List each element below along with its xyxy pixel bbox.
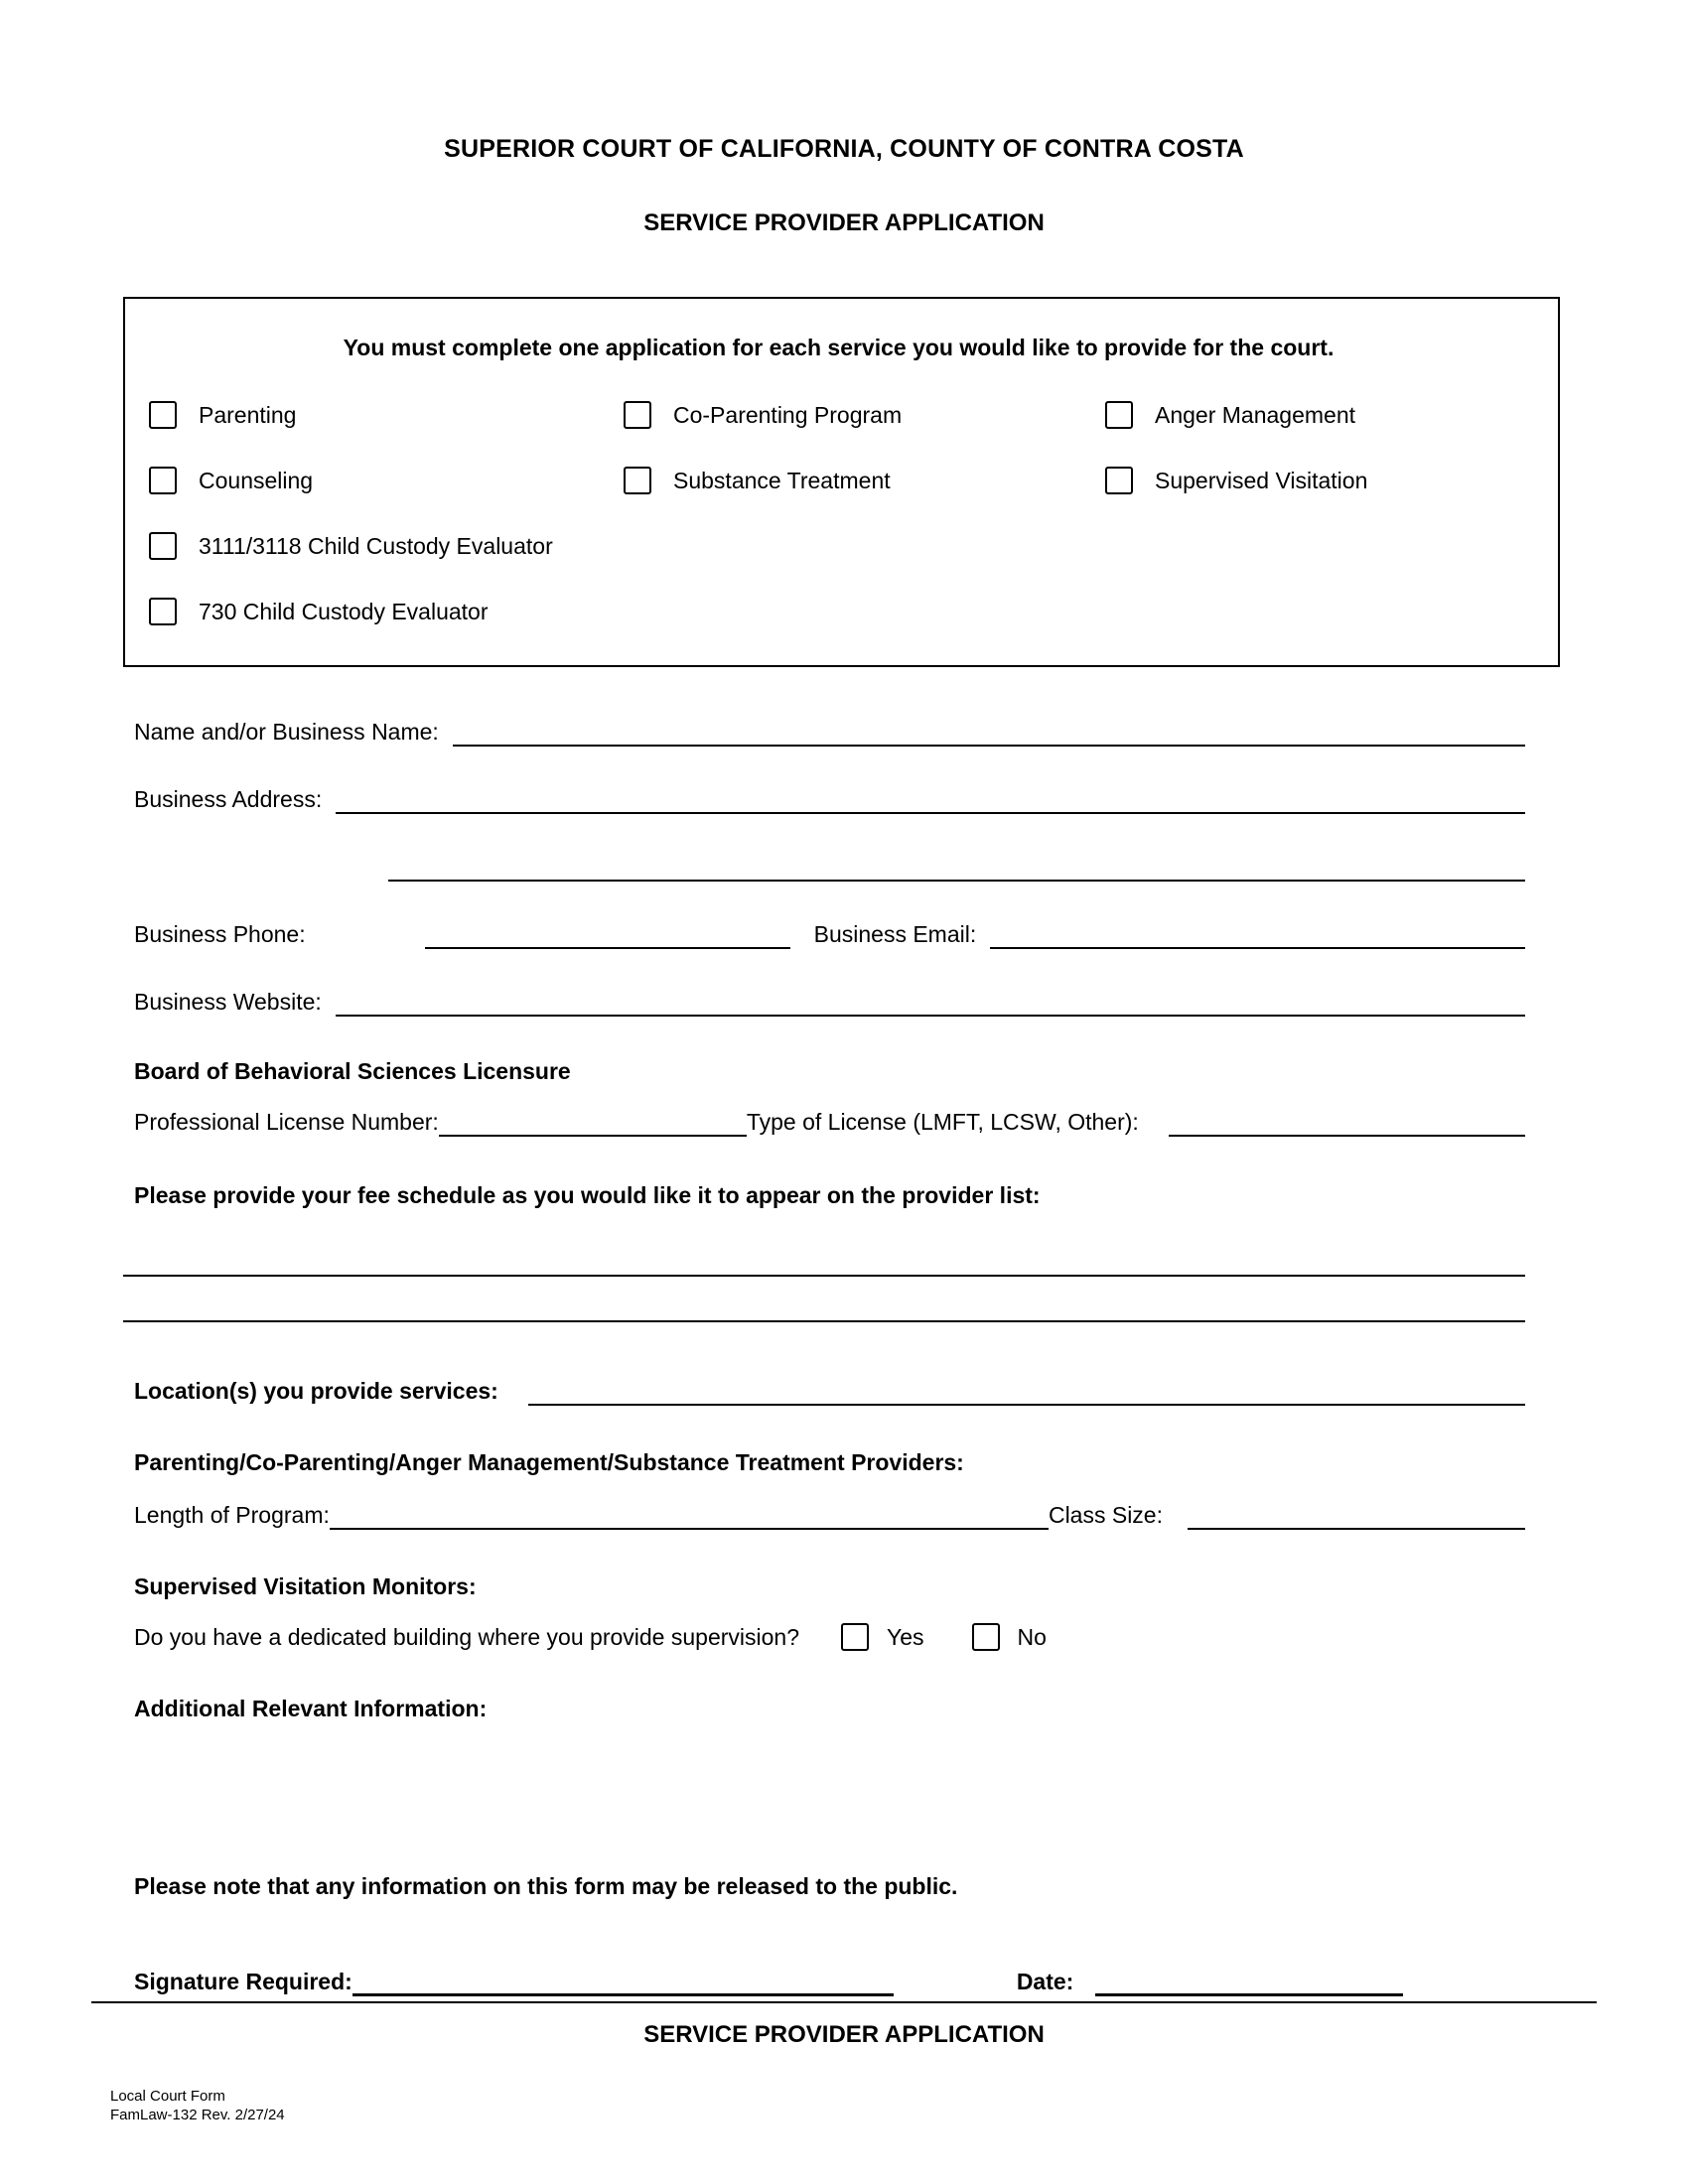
checkbox-parenting[interactable] — [149, 401, 177, 429]
locations-input-line[interactable] — [528, 1374, 1525, 1406]
program-length-input-line[interactable] — [330, 1498, 1049, 1530]
business-email-label: Business Email: — [813, 921, 977, 947]
class-size-input-line[interactable] — [1188, 1498, 1525, 1530]
services-grid — [149, 401, 1528, 625]
service-option-730-evaluator — [149, 598, 624, 625]
phone-email-row — [134, 917, 1525, 949]
locations-row — [134, 1374, 1525, 1406]
supervised-visitation-heading: Supervised Visitation Monitors: — [134, 1573, 477, 1599]
name-business-label: Name and/or Business Name: — [134, 719, 439, 745]
business-phone-label: Business Phone: — [134, 921, 306, 947]
fee-schedule-heading: Please provide your fee schedule as you would like it to appear on the provider list: — [134, 1182, 1041, 1208]
class-size-label: Class Size: — [1048, 1502, 1163, 1528]
service-option-parenting — [149, 401, 624, 429]
yes-label: Yes — [887, 1624, 924, 1650]
checkbox-substance-treatment[interactable] — [624, 467, 651, 494]
license-number-input-line[interactable] — [439, 1105, 747, 1137]
providers-heading: Parenting/Co-Parenting/Anger Management/Substance Treatment Providers: — [134, 1449, 964, 1475]
business-address-input-line-2[interactable] — [388, 850, 1525, 882]
business-address-row — [134, 782, 1525, 814]
service-option-label: Anger Management — [1155, 401, 1356, 428]
footer-form-info — [110, 2087, 285, 2124]
program-length-row — [134, 1498, 1525, 1530]
page-title: SUPERIOR COURT OF CALIFORNIA, COUNTY OF CONTRA COSTA — [444, 135, 1244, 163]
fee-schedule-input-line-2[interactable] — [123, 1320, 1525, 1322]
date-input-line[interactable] — [1095, 1964, 1403, 1996]
service-option-label: Parenting — [199, 401, 297, 428]
services-selection-box — [123, 297, 1560, 667]
footer-divider — [91, 2001, 1597, 2003]
name-business-input-line[interactable] — [453, 715, 1525, 747]
license-row — [134, 1105, 1525, 1137]
service-option-label: Counseling — [199, 467, 314, 493]
service-option-substance-treatment — [624, 467, 1105, 494]
footer-form-number: FamLaw-132 Rev. 2/27/24 — [110, 2107, 285, 2123]
public-release-note: Please note that any information on this form may be released to the public. — [134, 1873, 958, 1899]
locations-label: Location(s) you provide services: — [134, 1378, 498, 1404]
business-phone-input-line[interactable] — [425, 917, 790, 949]
yes-option — [841, 1622, 924, 1652]
signature-label: Signature Required: — [134, 1969, 352, 1994]
service-option-counseling — [149, 467, 624, 494]
service-option-label: Substance Treatment — [673, 467, 891, 493]
checkbox-730-evaluator[interactable] — [149, 598, 177, 625]
service-option-label: Co-Parenting Program — [673, 401, 903, 428]
license-type-input-line[interactable] — [1169, 1105, 1525, 1137]
page-subtitle: SERVICE PROVIDER APPLICATION — [643, 209, 1045, 236]
business-address-row-2 — [134, 850, 1525, 882]
program-length-label: Length of Program: — [134, 1502, 330, 1528]
service-option-co-parenting-program — [624, 401, 1105, 429]
business-email-input-line[interactable] — [990, 917, 1525, 949]
checkbox-3111-3118-evaluator[interactable] — [149, 532, 177, 560]
license-number-label: Professional License Number: — [134, 1109, 439, 1135]
fee-schedule-input-line-1[interactable] — [123, 1275, 1525, 1277]
service-option-label: 730 Child Custody Evaluator — [199, 598, 489, 624]
bbs-licensure-heading: Board of Behavioral Sciences Licensure — [134, 1058, 571, 1084]
dedicated-building-question: Do you have a dedicated building where you provide supervision? — [134, 1624, 799, 1650]
business-website-label: Business Website: — [134, 989, 322, 1015]
business-address-label: Business Address: — [134, 786, 323, 812]
services-instruction: You must complete one application for each service you would like to provide for the court. — [343, 335, 1335, 360]
business-address-input-line[interactable] — [336, 782, 1525, 814]
checkbox-yes[interactable] — [841, 1623, 869, 1651]
footer-form-name: Local Court Form — [110, 2088, 225, 2105]
service-option-label: 3111/3118 Child Custody Evaluator — [199, 532, 553, 559]
checkbox-no[interactable] — [972, 1623, 1000, 1651]
business-website-input-line[interactable] — [336, 985, 1525, 1017]
service-option-supervised-visitation — [1105, 467, 1528, 494]
dedicated-building-row — [134, 1622, 1525, 1652]
signature-input-line[interactable] — [352, 1964, 894, 1996]
checkbox-co-parenting-program[interactable] — [624, 401, 651, 429]
service-option-anger-management — [1105, 401, 1528, 429]
business-website-row — [134, 985, 1525, 1017]
no-option — [972, 1622, 1047, 1652]
date-label: Date: — [1016, 1969, 1074, 1994]
no-label: No — [1017, 1624, 1047, 1650]
signature-row — [134, 1964, 1525, 1996]
service-option-label: Supervised Visitation — [1155, 467, 1368, 493]
additional-info-heading: Additional Relevant Information: — [134, 1696, 488, 1721]
checkbox-anger-management[interactable] — [1105, 401, 1133, 429]
footer-title: SERVICE PROVIDER APPLICATION — [643, 2021, 1045, 2048]
checkbox-supervised-visitation[interactable] — [1105, 467, 1133, 494]
license-type-label: Type of License (LMFT, LCSW, Other): — [746, 1109, 1139, 1135]
checkbox-counseling[interactable] — [149, 467, 177, 494]
name-business-row — [134, 715, 1525, 747]
form-body — [134, 715, 1525, 1996]
service-option-3111-3118-evaluator — [149, 532, 624, 560]
